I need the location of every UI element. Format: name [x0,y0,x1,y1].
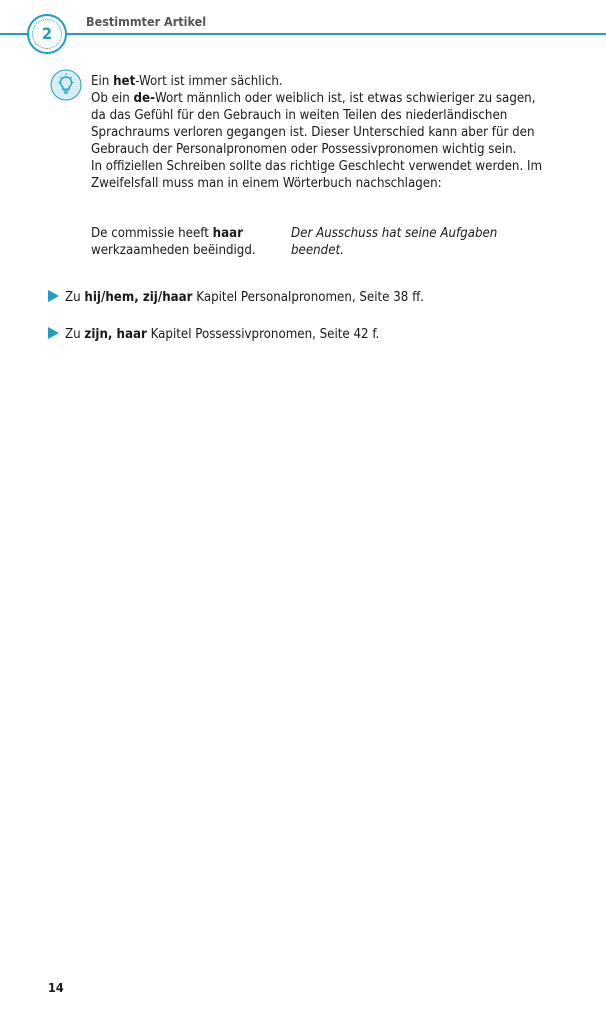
cross-reference-personalpronomen: Zu hij/hem, zij/haar Kapitel Personalpronomen, Seite 38 ff. [48,289,424,306]
example-german: Der Ausschuss hat seine Aufgaben beendet. [291,226,498,258]
lightbulb-icon [50,69,82,101]
tip-text [91,73,551,192]
tip-paragraph-de: Ob ein de-Wort männlich oder weiblich ist, ist etwas schwieriger zu sagen, da das Gefühl für den Gebrauch in weiten Teilen des niederländischen Sprachraums verloren gegangen ist. Dieser Unterschied kann aber für den Gebrauch der Personalpronomen oder Possessivpronomen wichtig sein. [91,91,536,157]
cross-reference-possessivpronomen: Zu zijn, haar Kapitel Possessivpronomen, Seite 42 f. [48,326,379,343]
arrow-right-icon [48,327,59,339]
chapter-badge [27,14,67,54]
tip-paragraph-het: Ein het-Wort ist immer sächlich. [91,74,283,89]
chapter-number: 2 [41,24,52,43]
running-header-title: Bestimmter Artikel [86,14,207,29]
arrow-right-icon [48,290,59,302]
keyword-haar: haar [212,226,243,241]
keyword-het: het [113,74,136,89]
page-number: 14 [48,980,64,995]
header-rule [0,33,606,35]
tip-paragraph-official: In offiziellen Schreiben sollte das richtige Geschlecht verwendet werden. Im Zweifelsfall muss man in einem Wörterbuch nachschlagen: [91,159,543,191]
keyword-de: de- [133,91,155,106]
example-dutch: De commissie heeft haar werkzaamheden beëindigd. [91,226,256,258]
